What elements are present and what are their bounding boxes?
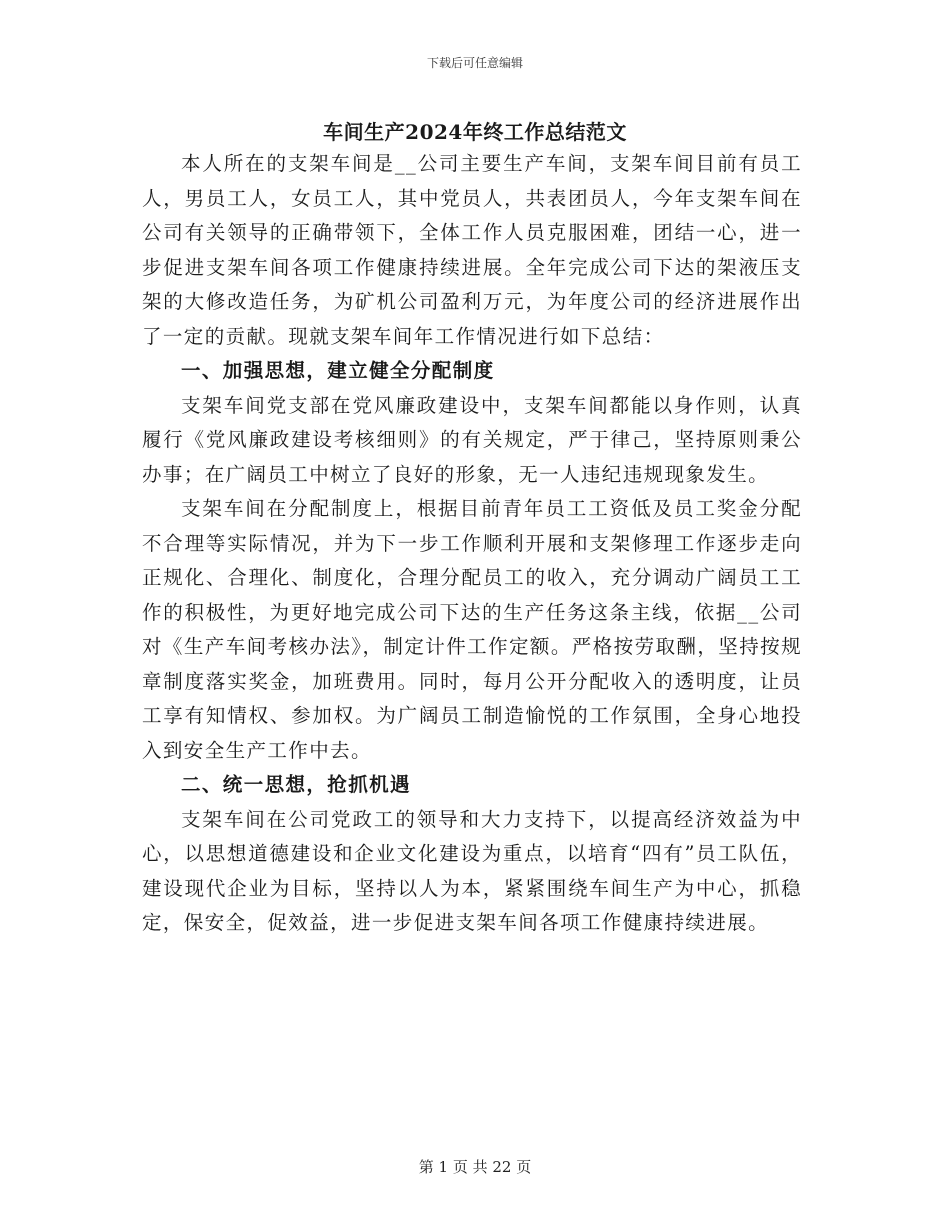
document-body: [142, 147, 802, 941]
page-header-note: 下载后可任意编辑: [426, 56, 523, 70]
document-title: 车间生产2024年终工作总结范文: [323, 120, 627, 144]
section-heading-2: 二、统一思想，抢抓机遇: [181, 773, 411, 796]
section-heading-1: 一、加强思想，建立健全分配制度: [181, 359, 495, 382]
section-2-paragraph-1: 支架车间在公司党政工的领导和大力支持下，以提高经济效益为中心，以思想道德建设和企业文化建设为重点，以培育“四有”员工队伍，建设现代企业为目标，坚持以人为本，紧紧围绕车间生产为中心，抓稳定，保安全，促效益，进一步促进支架车间各项工作健康持续进展。: [142, 807, 802, 934]
section-1-paragraph-1: 支架车间党支部在党风廉政建设中，支架车间都能以身作则，认真履行《党风廉政建设考核细则》的有关规定，严于律己，坚持原则秉公办事；在广阔员工中树立了良好的形象，无一人违纪违规现象发生。: [142, 393, 802, 486]
section-1-paragraph-2: 支架车间在分配制度上，根据目前青年员工工资低及员工奖金分配不合理等实际情况，并为下一步工作顺利开展和支架修理工作逐步走向正规化、合理化、制度化，合理分配员工的收入，充分调动广阔员工工作的积极性，为更好地完成公司下达的生产任务这条主线，依据__公司对《生产车间考核办法》，制定计件工作定额。严格按劳取酬，坚持按规章制度落实奖金，加班费用。同时，每月公开分配收入的透明度，让员工享有知情权、参加权。为广阔员工制造愉悦的工作氛围，全身心地投入到安全生产工作中去。: [142, 497, 802, 762]
intro-paragraph: 本人所在的支架车间是__公司主要生产车间，支架车间目前有员工人，男员工人，女员工人，其中党员人，共表团员人，今年支架车间在公司有关领导的正确带领下，全体工作人员克服困难，团结一心，进一步促进支架车间各项工作健康持续进展。全年完成公司下达的架液压支架的大修改造任务，为矿机公司盈利万元，为年度公司的经济进展作出了一定的贡献。现就支架车间年工作情况进行如下总结：: [142, 152, 802, 348]
page-number: 第 1 页 共 22 页: [418, 1158, 532, 1176]
